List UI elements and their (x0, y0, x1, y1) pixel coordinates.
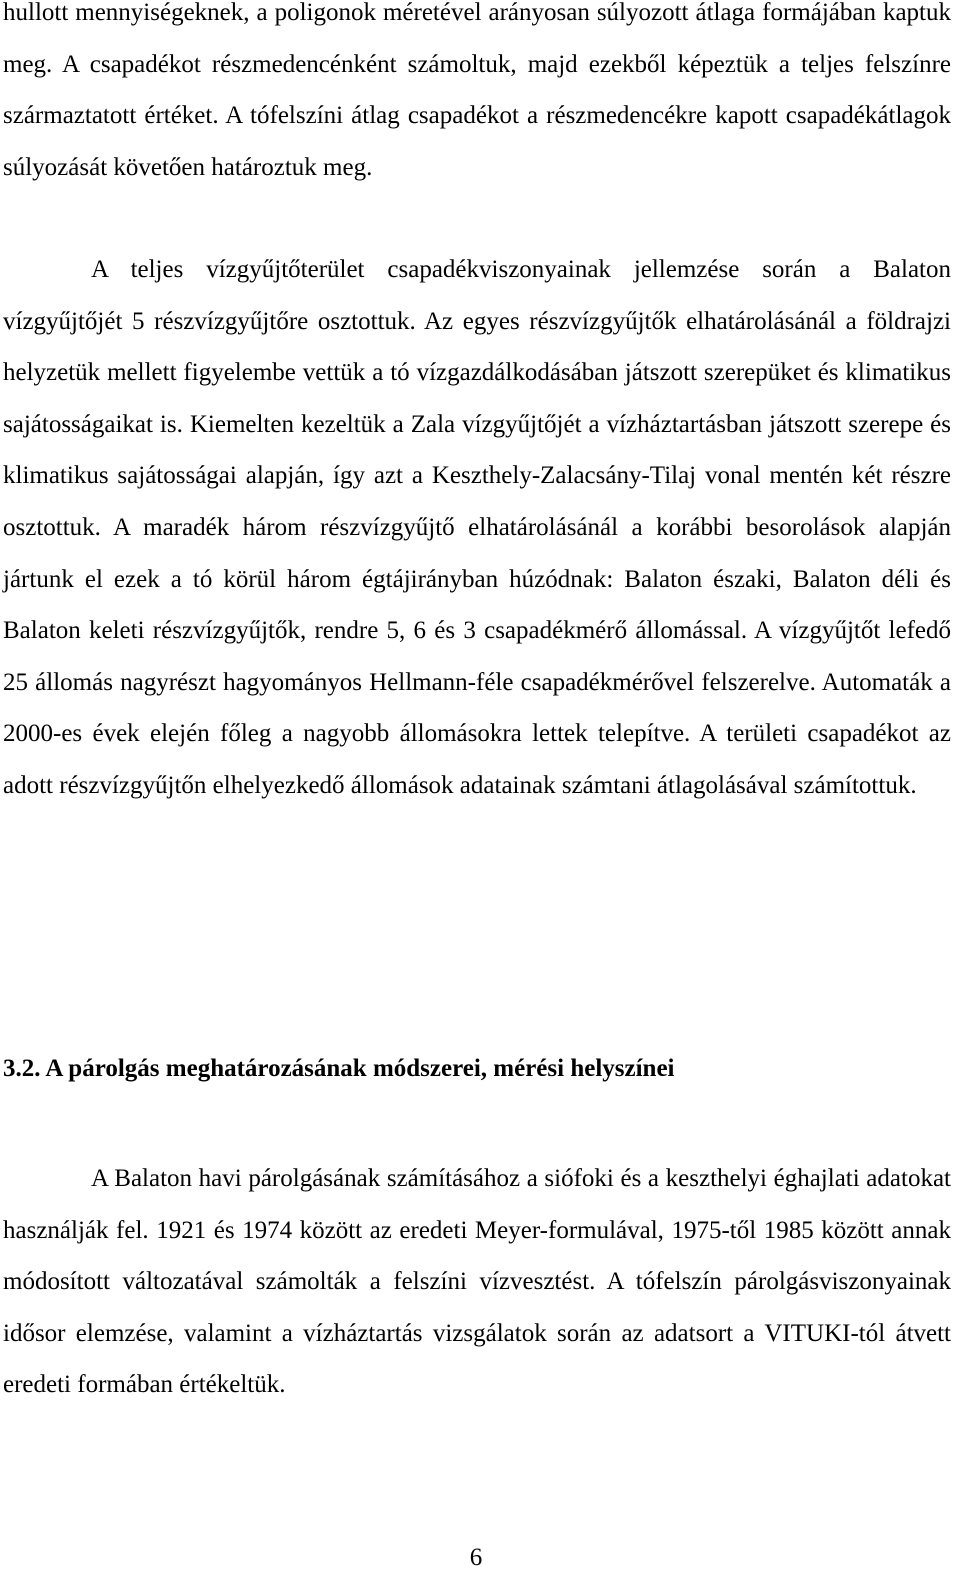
page-number: 6 (469, 1544, 483, 1571)
paragraph-precipitation-averaging: hullott mennyiségeknek, a poligonok méretével arányosan súlyozott átlaga formájában kaptuk meg. A csapadékot részmedencénként számoltuk, majd ezekből képeztük a teljes felszínre származtatott értéket. A tófelszíni átlag csapadékot a részmedencékre kapott csapadékátlagok súlyozását követően határoztuk meg. (3, 0, 951, 181)
paragraph-subcatchments: A teljes vízgyűjtőterület csapadékviszonyainak jellemzése során a Balaton vízgyűjtőjét 5 részvízgyűjtőre osztottuk. Az egyes részvízgyűjtők elhatárolásánál a földrajzi helyzetük mellett figyelembe vettük a tó vízgazdálkodásában játszott szerepüket és klimatikus sajátosságaikat is. Kiemelten kezeltük a Zala vízgyűjtőjét a vízháztartásban játszott szerepe és klimatikus sajátosságai alapján, így azt a Keszthely-Zalacsány-Tilaj vonal mentén két részre osztottuk. A maradék három részvízgyűjtő elhatárolásánál a korábbi besorolások alapján jártunk el ezek a tó körül három égtájirányban húzódnak: Balaton északi, Balaton déli és Balaton keleti részvízgyűjtők, rendre 5, 6 és 3 csapadékmérő állomással. A vízgyűjtőt lefedő 25 állomás nagyrészt hagyományos Hellmann-féle csapadékmérővel felszerelve. Automaták a 2000-es évek elején főleg a nagyobb állomásokra lettek telepítve. A területi csapadékot az adott részvízgyűjtőn elhelyezkedő állomások adatainak számtani átlagolásával számítottuk. (3, 256, 951, 799)
section-heading: 3.2. A párolgás meghatározásának módszerei, mérési helyszínei (3, 1055, 675, 1082)
paragraph-evaporation: A Balaton havi párolgásának számításához a siófoki és a keszthelyi éghajlati adatokat használják fel. 1921 és 1974 között az eredeti Meyer-formulával, 1975-től 1985 között annak módosított változatával számolták a felszíni vízvesztést. A tófelszín párolgásviszonyainak idősor elemzése, valamint a vízháztartás vizsgálatok során az adatsort a VITUKI-tól átvett eredeti formában értékeltük. (3, 1165, 951, 1399)
